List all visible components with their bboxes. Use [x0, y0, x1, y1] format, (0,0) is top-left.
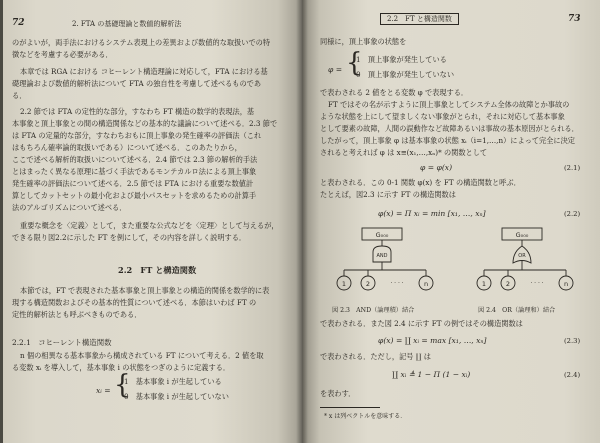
text-line: FT ではその名が示すように頂上事象としてシステム全体の故障とか事故の: [328, 100, 570, 109]
section-heading: 2.2 FT と構造関数: [118, 265, 197, 275]
equation-case: 0 基本事象 i が生起していない: [124, 392, 229, 401]
text-line: n 個の相異なる基本事象から構成されている FT について考える．2 値を取: [20, 351, 264, 360]
brace-glyph: {: [114, 370, 131, 400]
text-line: 本事象と頂上事象との間の構造関係などの基本的な議論について述べる．2.3 節で: [12, 119, 278, 128]
equation-case: 1 頂上事象が発生している: [356, 55, 447, 64]
text-line: 本章では RGA における コヒーレント構造理論に対応して，FTA における基: [20, 67, 268, 76]
text-line: 定性的解析法とも呼ぶべきものである．: [12, 310, 142, 319]
text-line: る．: [12, 91, 27, 100]
subsection-heading: 2.2.1 コヒーレント構造関数: [12, 338, 112, 347]
figure-caption: 図 2.3 AND（論理積）結合: [332, 307, 415, 314]
equation-2-3: φ(x) = ∐ xᵢ = max [x₁, …, xₙ]: [378, 336, 487, 345]
right-page-number: 73: [568, 14, 581, 24]
ellipsis-dots: · · · ·: [390, 280, 404, 287]
left-running-head: 2. FTA の基礎理論と数値的解析法: [72, 20, 182, 28]
brace-glyph: {: [346, 48, 363, 78]
right-page: [302, 0, 600, 443]
text-line: されると考えれば φ は x≡(x₁,…,xₙ)* の関数として: [320, 148, 488, 157]
equation-number: (2.2): [564, 210, 581, 218]
equation-number: (2.3): [564, 337, 581, 345]
text-line: 重要な概念を〈定義〉として，また重要な公式などを〈定理〉として与えるが，: [20, 221, 279, 230]
text-line: 法のアルゴリズムについて述べる．: [12, 203, 127, 212]
right-running-head: 2.2 FT と構造関数: [380, 13, 459, 25]
footnote: * x は列ベクトルを意味する．: [324, 413, 407, 420]
fault-tree-or-figure: [456, 226, 588, 302]
text-line: 算としてカットセットの最小化および最小パスセットを求めるための計算手: [12, 191, 257, 200]
equation-lhs: φ =: [328, 65, 343, 74]
basic-event-label: 1: [481, 280, 487, 288]
text-line: ここで述べる解析的取扱いについて述べる．2.4 節では 2.3 節の解析的手法: [12, 155, 258, 164]
text-line: 2.2 節では FTA の定性的な部分，すなわち FT 構造の数学的表現法，基: [20, 107, 255, 116]
text-line: で表わされる 2 値をとる変数 φ で表現する．: [320, 88, 469, 97]
equation-number: (2.1): [564, 164, 581, 172]
left-edge-shadow: [0, 0, 3, 443]
text-line: 礎理論および数値的解析法について FTA の独自性を考慮して述べるものであ: [12, 79, 262, 88]
text-line: のがよいが，両手法におけるシステム表現上の差異および数値的な取扱いでの特: [12, 38, 271, 47]
gate-label: OR: [518, 253, 526, 259]
text-line: 徴などを考慮する必要がある．: [12, 50, 113, 59]
equation-2-2: φ(x) = Π xᵢ = min [x₁, …, xₙ]: [378, 209, 486, 218]
equation-lhs: xᵢ =: [96, 386, 111, 395]
top-event-label: G₀₀₀: [515, 231, 529, 239]
book-gutter-shadow: [296, 0, 308, 443]
equation-case: 0 頂上事象が発生していない: [356, 70, 455, 79]
text-line: したがって，頂上事象 φ は基本事象の状態 xᵢ（i=1,…,n）によって完全に決定: [320, 136, 575, 145]
equation-2-4: ∐ xᵢ ≜ 1 − Π (1 − xᵢ): [392, 370, 471, 379]
top-event-label: G₀₀₀: [375, 231, 389, 239]
text-line: はもちろん確率論的取扱いである）について述べる．このあたりから，: [12, 143, 242, 152]
equation-case: 1 基本事象 i が生起している: [124, 377, 222, 386]
equation-number: (2.4): [564, 371, 581, 379]
text-line: で表わされる．ただし，記号 ∐ は: [320, 352, 431, 361]
text-line: と表わされる．この 0-1 関数 φ(x) を FT の構造関数と呼ぶ．: [320, 178, 521, 187]
equation-2-1: φ = φ(x): [420, 163, 453, 172]
text-line: とはまったく異なる原理に基づく手法であるモンテカルロ法による頂上事象: [12, 167, 257, 176]
left-page-number: 72: [12, 18, 25, 28]
gate-label: AND: [376, 253, 388, 259]
fault-tree-and-figure: [316, 226, 448, 302]
text-line: る変数 xᵢ を導入して，基本事象 i の状態をつぎのように定義する．: [12, 363, 231, 372]
text-line: 現する構造関数およびその基本的性質について述べる．本節はいわば FT の: [12, 298, 257, 307]
basic-event-label: 2: [365, 280, 371, 288]
basic-event-label: n: [423, 280, 429, 288]
text-line: として要素の故障，人間の誤動作など故障あるいは事故の基本原因がとられる．: [320, 124, 579, 133]
basic-event-label: 2: [505, 280, 511, 288]
basic-event-label: n: [563, 280, 569, 288]
text-line: を表わす．: [320, 389, 356, 398]
footnote-rule: [320, 407, 380, 408]
text-line: ような状態を上にして望ましくない事象がとられ，それに対応して基本事象: [320, 112, 565, 121]
text-line: 同様に，頂上事象の状態を: [320, 37, 407, 46]
ellipsis-dots: · · · ·: [530, 280, 544, 287]
text-line: できる限り図2.2に示した FT を例にして，その内容を詳しく説明する．: [12, 233, 247, 242]
text-line: 発生確率の評価法について述べる．2.5 節では FTA における重要な数値計: [12, 179, 254, 188]
basic-event-label: 1: [341, 280, 347, 288]
figure-caption: 図 2.4 OR（論理和）結合: [478, 307, 556, 314]
text-line: は FTA の定量的な部分，すなわちおもに頂上事象の発生確率の評価法（これ: [12, 131, 262, 140]
text-line: 本節では，FT で表現された基本事象と頂上事象との構造的関係を数学的に表: [20, 286, 270, 295]
text-line: で表わされる．また図 2.4 に示す FT の例ではその構造関数は: [320, 319, 523, 328]
text-line: たとえば，図2.3 に示す FT の構造関数は: [320, 190, 456, 199]
